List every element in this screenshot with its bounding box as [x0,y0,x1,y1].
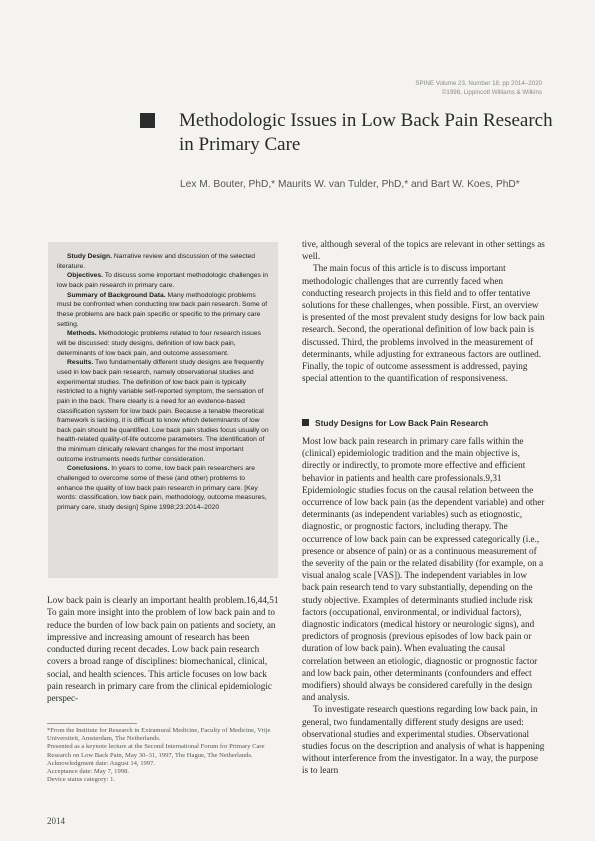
journal-header [322,80,542,97]
abstract-methods [57,329,271,358]
abstract [57,252,271,513]
abstract-design-text: Narrative review and discussion of the selected literature. [57,253,255,270]
abstract-methods-label: Methods. [67,330,97,338]
section-paragraph-1: Most low back pain research in primary care falls within the (clinical) epidemiologic tradition and the main objective is, directly or indirectly, to promote more effective and efficient behavior in patients and health care professionals.9,31 Epidemiologic studies focus on the causal relation between the occurrence of low back pain (as the dependent variable) and other determinants (as independent variables) such as etiognostic, diagnostic, or prognostic factors, including therapy. The occurrence of low back pain can be expressed categorically (i.e., presence or absence of pain) or as a continuous measurement of the severity of the pain or the related disability (for example, on a visual analog scale [VAS]). The independent variables in low back pain research tend to vary substantially, depending on the study objective. Examples of determinants studied include risk factors (occupational, environmental, or individual factors), diagnostic indicators (medical history or neurologic signs), and predictors of prognosis (previous episodes of low back pain or duration of low back pain). When evaluating the causal correlation between an etiologic, diagnostic or prognostic factor and low back pain, other determinants (confounders and effect modifiers) should always be considered carefully in the design and analysis. [302,436,545,703]
footnote-device: Device status category: 1. [47,776,116,784]
abstract-conclusions-text: In years to come, low back pain researchers are challenged to overcome some of these (and other) problems to enhance the quality of low back pain research in primary care. [Key words: classification, low back pain, methodology, outcome measures, primary care, study design] Spine 1998;23:2014–2020 [57,465,267,512]
section-heading-text: Study Designs for Low Back Pain Research [315,418,489,428]
intro-paragraph: Low back pain is clearly an important health problem.16,44,51 To gain more insight into the problem of low back pain and to reduce the burden of low back pain on patients and society, an impressive and increasing amount of research has been conducted during recent decades. Low back pain research covers a broad range of disciplines: biomechanical, clinical, social, and health sciences. This article focuses on low back pain research in primary care from the clinical epidemiologic perspec- [47,595,279,704]
abstract-design [57,252,271,271]
right-column-intro [302,238,546,384]
intro-continuation: tive, although several of the topics are relevant in other settings as well. [302,239,545,262]
article-title: Methodologic Issues in Low Back Pain Research in Primary Care [179,110,553,155]
abstract-results-text: Two fundamentally different study designs are frequently used in low back pain research, namely observational studies and experimental studies. The definition of low back pain is typically restricted to a highly variable self-reported symptom, the sensation of pain in the back. There clearly is a need for an evidence-based classification system for low back pain. Because a tenable theoretical framework is lacking, it is difficult to know which determinants of low back pain should be quantified. Low back pain studies focus usually on health-related quality-of-life outcome parameters. The identification of the minimum clinically relevant changes for the most important outcome instruments needs further consideration. [57,359,269,463]
abstract-results-label: Results. [67,359,94,367]
abstract-background-label: Summary of Background Data. [67,291,166,299]
abstract-design-label: Study Design. [67,253,113,260]
footnote-acceptance: Acceptance date: May 7, 1998. [47,768,130,776]
section-bullet-icon [302,419,309,426]
abstract-objectives [57,271,271,290]
section-heading [302,418,546,428]
author-list: Lex M. Bouter, PhD,* Maurits W. van Tulder, PhD,* and Bart W. Koes, PhD* [180,179,520,190]
abstract-objectives-text: To discuss some important methodologic challenges in low back pain research in primary care. [57,272,268,289]
footnotes-block [47,727,283,784]
section-paragraph-2: To investigate research questions regarding low back pain, in general, two fundamentally different study designs are used: observational studies and experimental studies. Observational studies focus on the description and analysis of what is happening without interference from the investigator. In a way, the purpose is to learn [302,704,545,776]
abstract-objectives-label: Objectives. [67,272,104,280]
footnote-affiliation: *From the Institute for Research in Extramural Medicine, Faculty of Medicine, Vrije Universiteit, Amsterdam, The Netherlands. [47,727,271,743]
abstract-background-text: Many methodologic problems must be confronted when conducting low back pain research. Some of these problems are back pain specific or specific to the primary care setting. [57,291,268,328]
journal-copyright: ©1998, Lippincott Williams & Wilkins [441,88,542,96]
abstract-conclusions-label: Conclusions. [67,465,110,473]
page-number: 2014 [47,816,65,826]
journal-citation: SPINE Volume 23, Number 18, pp 2014–2020 [415,80,542,87]
section-body [302,435,546,777]
footnote-acknowledgment: Acknowledgment date: August 14, 1997. [47,759,156,767]
title-square-marker [140,113,155,128]
abstract-results [57,358,271,464]
footnote-presented: Presented as a keynote lecture at the Second International Forum for Primary Care Research on Low Back Pain, May 30–31, 1997, The Hague, The Netherlands. [47,743,265,759]
footnote-rule [47,723,137,724]
abstract-conclusions [57,464,271,512]
left-column-body [47,594,283,705]
abstract-methods-text: Methodologic problems related to four research issues will be discussed: study designs, definition of low back pain, determinants of low back pain, and outcome assessment. [57,330,261,357]
abstract-background-data [57,291,271,330]
main-focus-paragraph: The main focus of this article is to discuss important methodologic challenges that are currently faced when conducting research projects in this field and to offer tentative solutions for these challenges, when possible. First, an overview is presented of the most prevalent study designs for low back pain research. Second, the operational definition of low back pain is discussed. Third, the problems involved in the measurement of determinants, while adjusting for extraneous factors are outlined. Finally, the topic of outcome assessment is addressed, paying special attention to the quantification of responsiveness. [302,263,545,384]
